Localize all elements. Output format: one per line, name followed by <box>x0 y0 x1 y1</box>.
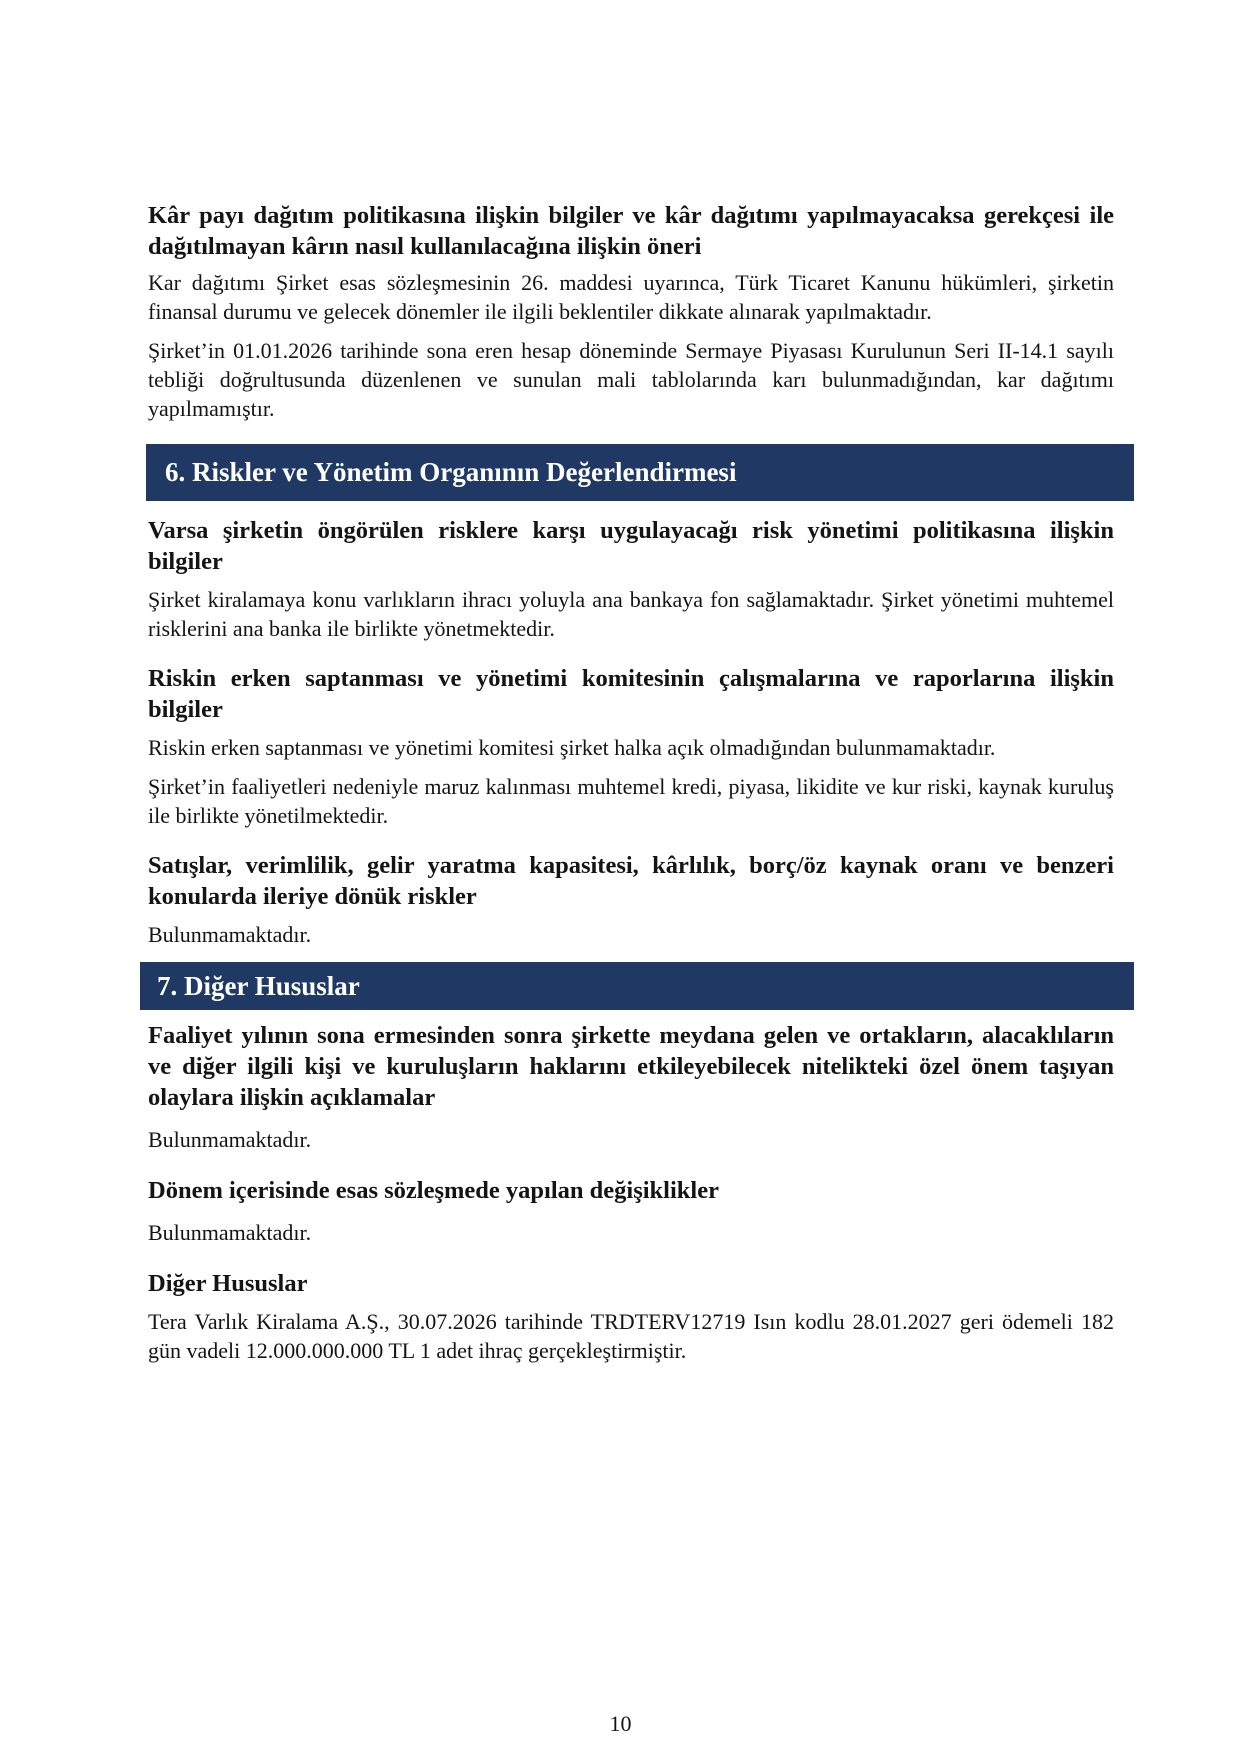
risk-committee-heading: Riskin erken saptanması ve yönetimi komitesinin çalışmalarına ve raporlarına ilişkin bilgiler <box>148 665 1114 723</box>
forward-risks-paragraph: Bulunmamaktadır. <box>148 922 312 947</box>
risk-committee-paragraph: Şirket’in faaliyetleri nedeniyle maruz kalınması muhtemel kredi, piyasa, likidite ve kur riski, kaynak kuruluş ile birlikte yönetilmektedir. <box>148 774 1114 828</box>
dividend-policy-section <box>148 200 1114 423</box>
post-period-events-subsection <box>148 1020 1114 1154</box>
risk-policy-heading: Varsa şirketin öngörülen risklere karşı uygulayacağı risk yönetimi politikasına ilişkin bilgiler <box>148 517 1114 575</box>
other-matters-subsection <box>148 1268 1114 1365</box>
section-6-banner: 6. Riskler ve Yönetim Organının Değerlendirmesi <box>146 444 1134 501</box>
risk-policy-paragraph: Şirket kiralamaya konu varlıkların ihracı yoluyla ana bankaya fon sağlamaktadır. Şirket yönetimi muhtemel risklerini ana banka ile birlikte yönetmektedir. <box>148 587 1114 641</box>
page-content <box>148 200 1114 1365</box>
post-period-events-heading: Faaliyet yılının sona ermesinden sonra şirkette meydana gelen ve ortakların, alacaklıların ve diğer ilgili kişi ve kuruluşların haklarını etkileyebilecek nitelikteki özel önem taşıyan olaylara ilişkin açıklamalar <box>148 1022 1114 1111</box>
risk-committee-paragraph: Riskin erken saptanması ve yönetimi komitesi şirket halka açık olmadığından bulunmamaktadır. <box>148 735 996 760</box>
section-7-banner: 7. Diğer Hususlar <box>140 962 1134 1010</box>
articles-changes-subsection <box>148 1175 1114 1247</box>
dividend-policy-heading: Kâr payı dağıtım politikasına ilişkin bilgiler ve kâr dağıtımı yapılmayacaksa gerekçesi ile dağıtılmayan kârın nasıl kullanılacağına ilişkin öneri <box>148 202 1114 260</box>
forward-risks-subsection <box>148 850 1114 949</box>
page-number: 10 <box>609 1711 632 1736</box>
risk-policy-subsection <box>148 515 1114 643</box>
post-period-events-paragraph: Bulunmamaktadır. <box>148 1127 312 1152</box>
risk-committee-subsection <box>148 663 1114 830</box>
articles-changes-heading: Dönem içerisinde esas sözleşmede yapılan değişiklikler <box>148 1177 719 1204</box>
other-matters-paragraph: Tera Varlık Kiralama A.Ş., 30.07.2026 tarihinde TRDTERV12719 Isın kodlu 28.01.2027 geri ödemeli 182 gün vadeli 12.000.000.000 TL 1 adet ihraç gerçekleştirmiştir. <box>148 1309 1114 1363</box>
forward-risks-heading: Satışlar, verimlilik, gelir yaratma kapasitesi, kârlılık, borç/öz kaynak oranı ve benzeri konularda ileriye dönük riskler <box>148 852 1114 910</box>
dividend-policy-paragraph: Kar dağıtımı Şirket esas sözleşmesinin 26. maddesi uyarınca, Türk Ticaret Kanunu hükümleri, şirketin finansal durumu ve gelecek dönemler ile ilgili beklentiler dikkate alınarak yapılmaktadır. <box>148 270 1114 324</box>
other-matters-heading: Diğer Hususlar <box>148 1270 308 1297</box>
articles-changes-paragraph: Bulunmamaktadır. <box>148 1220 312 1245</box>
dividend-policy-paragraph: Şirket’in 01.01.2026 tarihinde sona eren hesap döneminde Sermaye Piyasası Kurulunun Seri II-14.1 sayılı tebliği doğrultusunda düzenlenen ve sunulan mali tablolarında karı bulunmadığından, kar dağıtımı yapılmamıştır. <box>148 338 1114 421</box>
